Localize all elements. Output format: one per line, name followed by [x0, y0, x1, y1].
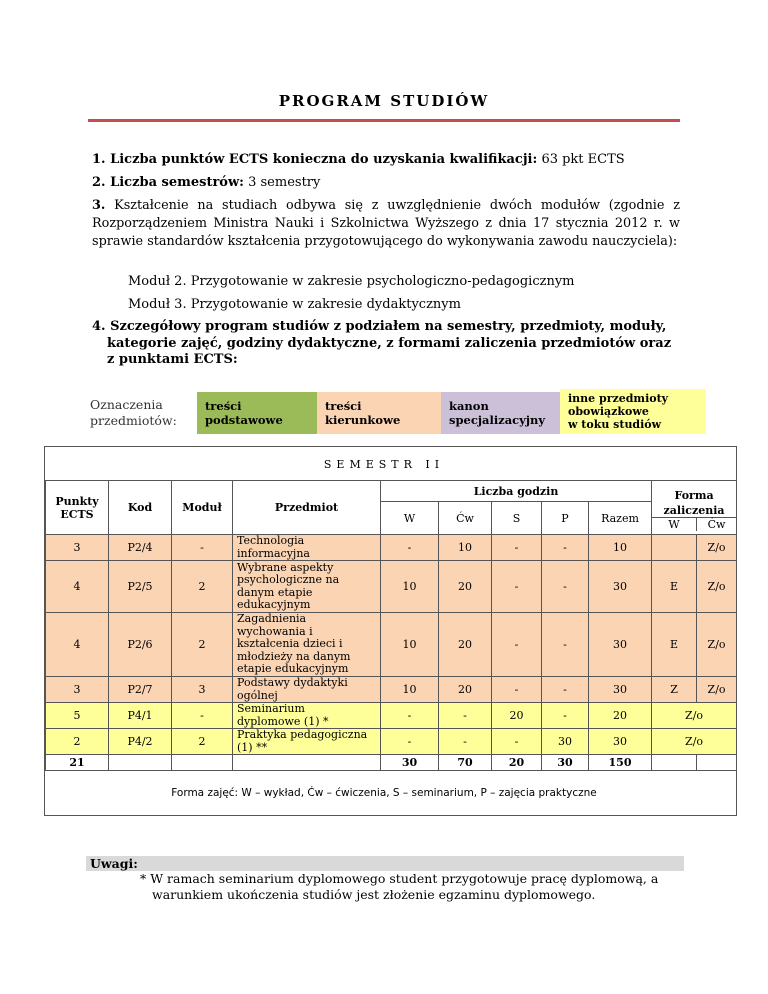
header-kod: Kod	[109, 481, 172, 535]
legend-inne-line1: inne przedmioty	[568, 392, 669, 405]
przedmiot-line: edukacyjnym	[237, 598, 311, 611]
cell-kod: P4/2	[109, 729, 172, 755]
legend-specjalizacyjny-line2: specjalizacyjny	[449, 413, 546, 427]
cell-w: 10	[381, 613, 439, 677]
cell-forma-cw: Z/o	[697, 613, 737, 677]
przedmiot-line: Seminarium	[237, 702, 305, 715]
cell-cw: -	[439, 703, 492, 729]
cell-modul: 2	[172, 613, 233, 677]
cell-forma-w	[652, 535, 697, 561]
cell-razem: 30	[589, 729, 652, 755]
item-ects-value: 63 pkt ECTS	[541, 152, 625, 167]
header-s: S	[492, 502, 542, 535]
table-row	[46, 677, 737, 703]
cell-razem: 10	[589, 535, 652, 561]
header-cw: Ćw	[439, 502, 492, 535]
przedmiot-line: Wybrane aspekty	[237, 560, 334, 574]
cell-przedmiot	[233, 729, 381, 755]
przedmiot-line: ogólnej	[237, 688, 278, 702]
cell-kod: P4/1	[109, 703, 172, 729]
header-ects-line1: Punkty	[55, 494, 99, 508]
cell-p: 30	[542, 729, 589, 755]
przedmiot-line: danym etapie	[237, 585, 313, 599]
header-p: P	[542, 502, 589, 535]
header-forma-line2: zaliczenia	[663, 504, 725, 518]
przedmiot-line: kształcenia dzieci i	[237, 637, 343, 651]
przedmiot-line: Praktyka pedagogiczna	[237, 728, 368, 741]
cell-s: -	[492, 677, 542, 703]
cell-forma-cw: Z/o	[697, 561, 737, 613]
cell-kod: P2/5	[109, 561, 172, 613]
cell-cw: 20	[439, 613, 492, 677]
legend-label	[90, 397, 190, 429]
przedmiot-line: Zagadnienia	[237, 612, 307, 626]
cell-przedmiot	[233, 677, 381, 703]
notes-line2: warunkiem ukończenia studiów jest złożenie egzaminu dyplomowego.	[152, 887, 596, 902]
legend-box-specjalizacyjny	[441, 392, 560, 434]
cell-cw: -	[439, 729, 492, 755]
legend-box-podstawowe	[197, 392, 317, 434]
sum-razem: 150	[589, 755, 652, 771]
header-razem: Razem	[589, 502, 652, 535]
przedmiot-line: Podstawy dydaktyki	[237, 676, 348, 689]
cell-razem: 30	[589, 677, 652, 703]
legend-label-line2: przedmiotów:	[90, 413, 177, 428]
cell-p: -	[542, 561, 589, 613]
przedmiot-line: młodzieży na danym	[237, 649, 351, 663]
notes-title: Uwagi:	[86, 856, 684, 871]
cell-forma-w: Z	[652, 677, 697, 703]
item-detailed-line1: 4. Szczegółowy program studiów z podziałem na semestry, przedmioty, moduły,	[92, 319, 667, 334]
cell-forma-cw: Z/o	[697, 535, 737, 561]
cell-przedmiot	[233, 535, 381, 561]
legend-kierunkowe-line1: treści	[325, 399, 362, 413]
header-liczba-godzin: Liczba godzin	[381, 481, 652, 502]
item-modules-paragraph	[92, 197, 680, 251]
przedmiot-line: Technologia	[237, 534, 305, 547]
cell-przedmiot	[233, 561, 381, 613]
legend-inne-line2: obowiązkowe	[568, 405, 649, 418]
page-title: PROGRAM STUDIÓW	[278, 92, 490, 110]
header-forma-w: W	[652, 518, 697, 531]
cell-s: -	[492, 729, 542, 755]
header-modul: Moduł	[172, 481, 233, 535]
notes-line1: * W ramach seminarium dyplomowego student przygotowuje pracę dyplomową, a	[140, 871, 659, 886]
cell-p: -	[542, 535, 589, 561]
cell-cw: 10	[439, 535, 492, 561]
cell-ects: 4	[46, 613, 109, 677]
cell-s: 20	[492, 703, 542, 729]
sum-empty-forma-cw	[697, 755, 737, 771]
header-ects-line2: ECTS	[60, 507, 94, 521]
cell-modul: 2	[172, 729, 233, 755]
legend-podstawowe-line1: treści	[205, 399, 242, 413]
legend-specjalizacyjny-line1: kanon	[449, 399, 489, 413]
sum-p: 30	[542, 755, 589, 771]
cell-przedmiot	[233, 613, 381, 677]
przedmiot-line: psychologiczne na	[237, 573, 340, 586]
cell-cw: 20	[439, 677, 492, 703]
table-sum-row	[46, 755, 737, 771]
title-underline	[88, 119, 680, 122]
program-table	[45, 480, 737, 771]
cell-kod: P2/6	[109, 613, 172, 677]
przedmiot-line: wychowania i	[237, 624, 313, 638]
cell-kod: P2/4	[109, 535, 172, 561]
module-3-line: Moduł 3. Przygotowanie w zakresie dydaktycznym	[128, 297, 461, 312]
header-forma-cw: Ćw	[707, 518, 726, 532]
item-detailed-program	[92, 319, 692, 369]
cell-razem: 30	[589, 561, 652, 613]
cell-kod: P2/7	[109, 677, 172, 703]
przedmiot-line: (1) **	[237, 740, 268, 754]
table-row	[46, 729, 737, 755]
item-modules-number: 3.	[92, 198, 106, 213]
sum-w: 30	[381, 755, 439, 771]
item-semesters-label: 2. Liczba semestrów:	[92, 175, 244, 190]
cell-modul: -	[172, 703, 233, 729]
cell-s: -	[492, 561, 542, 613]
sum-empty-modul	[172, 755, 233, 771]
cell-razem: 20	[589, 703, 652, 729]
cell-cw: 20	[439, 561, 492, 613]
item-detailed-line3: z punktami ECTS:	[107, 352, 238, 367]
module-2-line: Moduł 2. Przygotowanie w zakresie psychologiczno-pedagogicznym	[128, 274, 575, 289]
legend-podstawowe-line2: podstawowe	[205, 413, 283, 427]
przedmiot-line: etapie edukacyjnym	[237, 662, 349, 676]
table-row	[46, 561, 737, 613]
item-detailed-line2: kategorie zajęć, godziny dydaktyczne, z formami zaliczenia przedmiotów oraz	[107, 335, 672, 351]
cell-p: -	[542, 613, 589, 677]
cell-p: -	[542, 703, 589, 729]
legend-box-kierunkowe	[317, 392, 441, 434]
przedmiot-line: dyplomowe (1) *	[237, 714, 329, 728]
item-ects-required	[92, 151, 625, 169]
table-row	[46, 535, 737, 561]
cell-forma-w: E	[652, 561, 697, 613]
cell-w: -	[381, 729, 439, 755]
cell-modul: 3	[172, 677, 233, 703]
sum-cw: 70	[439, 755, 492, 771]
legend-kierunkowe-line2: kierunkowe	[325, 413, 401, 427]
header-forma	[652, 481, 737, 502]
cell-s: -	[492, 613, 542, 677]
notes-body	[140, 871, 660, 903]
legend-box-inne	[560, 389, 706, 434]
cell-modul: 2	[172, 561, 233, 613]
item-semesters	[92, 174, 320, 192]
item-semesters-value: 3 semestry	[248, 175, 321, 190]
cell-ects: 5	[46, 703, 109, 729]
cell-ects: 2	[46, 729, 109, 755]
cell-forma: Z/o	[652, 703, 737, 729]
legend-label-line1: Oznaczenia	[90, 397, 163, 412]
header-w: W	[381, 502, 439, 535]
sum-empty-forma-w	[652, 755, 697, 771]
cell-w: -	[381, 535, 439, 561]
header-forma-line1: Forma	[674, 488, 714, 502]
header-przedmiot: Przedmiot	[233, 481, 381, 535]
cell-forma: Z/o	[652, 729, 737, 755]
legend-inne-line3: w toku studiów	[568, 418, 662, 431]
cell-ects: 3	[46, 535, 109, 561]
semester-title: SEMESTR II	[323, 458, 445, 471]
sum-s: 20	[492, 755, 542, 771]
cell-w: 10	[381, 677, 439, 703]
sum-empty-przedmiot	[233, 755, 381, 771]
sum-ects: 21	[46, 755, 109, 771]
cell-w: 10	[381, 561, 439, 613]
cell-s: -	[492, 535, 542, 561]
cell-razem: 30	[589, 613, 652, 677]
cell-w: -	[381, 703, 439, 729]
header-forma-sub	[652, 502, 737, 535]
table-row	[46, 703, 737, 729]
sum-empty-kod	[109, 755, 172, 771]
header-ects	[46, 481, 109, 535]
cell-modul: -	[172, 535, 233, 561]
cell-p: -	[542, 677, 589, 703]
przedmiot-line: informacyjna	[237, 546, 310, 560]
cell-przedmiot	[233, 703, 381, 729]
item-modules-text: Kształcenie na studiach odbywa się z uwzględnienie dwóch modułów (zgodnie z Rozporządzeniem Ministra Nauki i Szkolnictwa Wyższego z dnia 17 stycznia 2012 r. w sprawie standardów kształcenia przygotowującego do wykonywania zawodu nauczyciela):	[92, 198, 680, 249]
cell-ects: 4	[46, 561, 109, 613]
forma-zajec-legend: Forma zajęć: W – wykład, Ćw – ćwiczenia, S – seminarium, P – zajęcia praktyczne	[171, 787, 597, 799]
cell-forma-cw: Z/o	[697, 677, 737, 703]
cell-forma-w: E	[652, 613, 697, 677]
item-ects-label: 1. Liczba punktów ECTS konieczna do uzyskania kwalifikacji:	[92, 152, 538, 167]
cell-ects: 3	[46, 677, 109, 703]
table-header-row-1	[46, 481, 737, 502]
table-row	[46, 613, 737, 677]
